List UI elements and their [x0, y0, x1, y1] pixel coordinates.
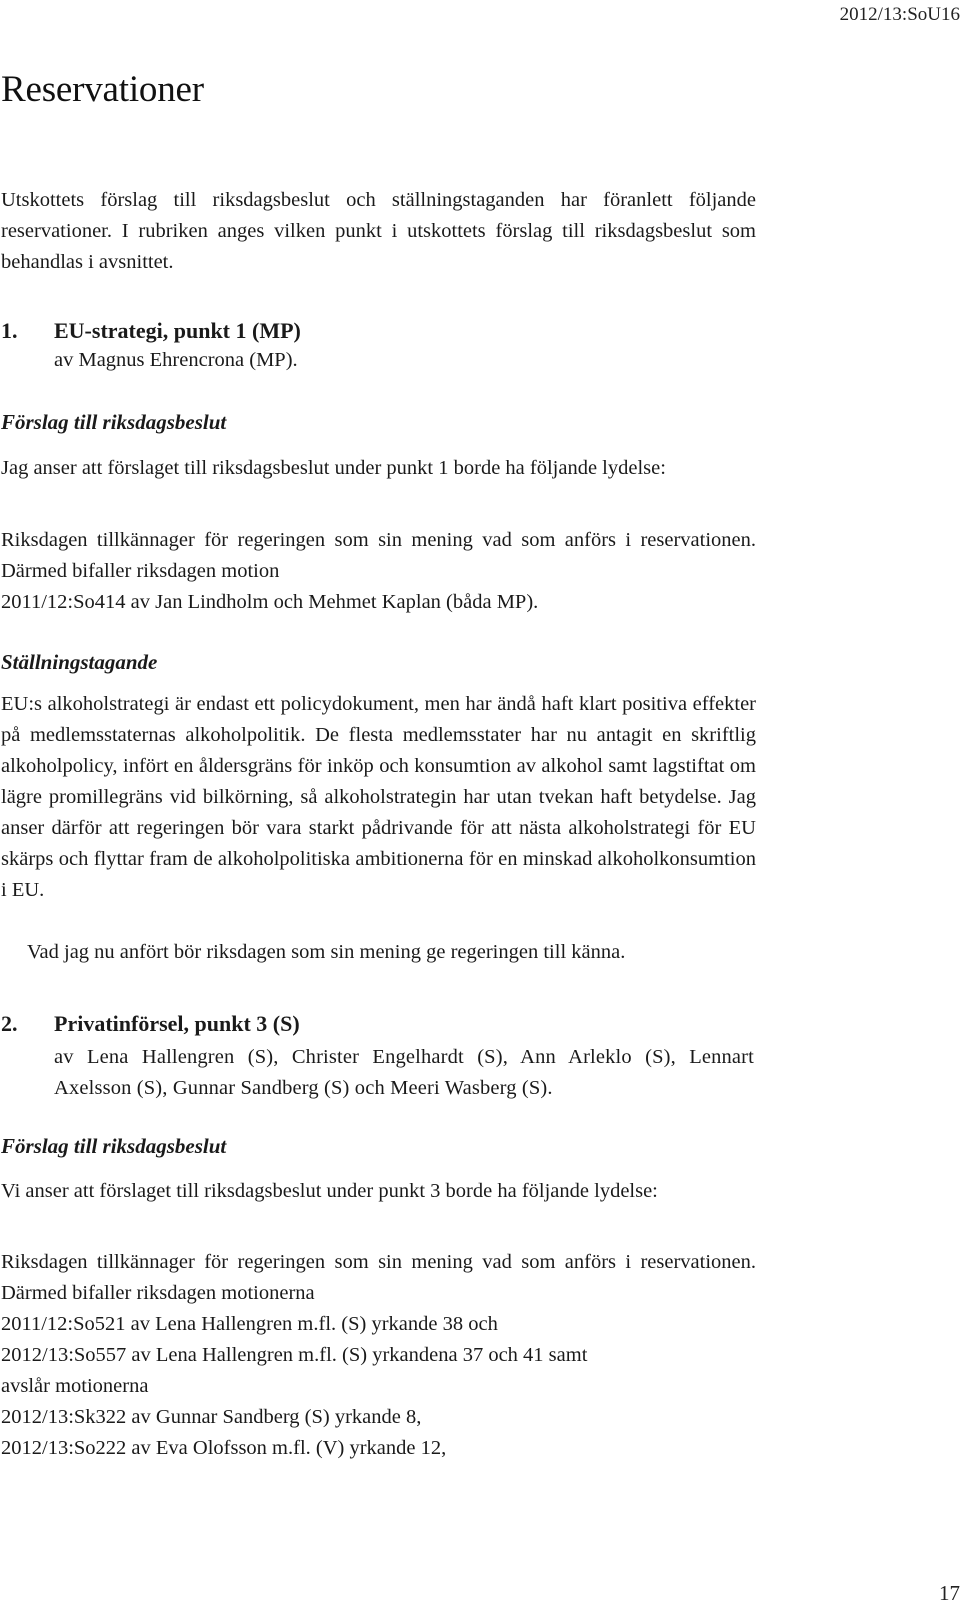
reservation-2-heading	[1, 1011, 761, 1104]
reservation-1-authors: av Magnus Ehrencrona (MP).	[54, 349, 298, 371]
reservation-2-proposal-line: 2011/12:So521 av Lena Hallengren m.fl. (S) yrkande 38 och	[1, 1313, 498, 1335]
reservation-1-number: 1.	[1, 318, 18, 343]
reservation-1-title: EU-strategi, punkt 1 (MP)	[54, 318, 301, 343]
intro-paragraph: Utskottets förslag till riksdagsbeslut och ställningstaganden har föranlett följande reservationer. I rubriken anges vilken punkt i utskottets förslag till riksdagsbeslut som behandlas i avsnittet.	[1, 189, 756, 273]
reservation-2-title: Privatinförsel, punkt 3 (S)	[54, 1011, 300, 1036]
reservation-1-heading	[1, 318, 761, 376]
document-header-id: 2012/13:SoU16	[839, 4, 960, 25]
reservation-1-proposal-heading: Förslag till riksdagsbeslut	[1, 410, 227, 434]
reservation-2-proposal-text	[1, 1247, 756, 1464]
reservation-2-number: 2.	[1, 1011, 18, 1036]
reservation-2-authors: av Lena Hallengren (S), Christer Engelhardt (S), Ann Arleklo (S), Lennart Axelsson (S), Gunnar Sandberg (S) och Meeri Wasberg (S).	[54, 1046, 754, 1099]
reservation-2-proposal-heading: Förslag till riksdagsbeslut	[1, 1134, 227, 1158]
reservation-2-proposal-line: Riksdagen tillkännager för regeringen som sin mening vad som anförs i reservationen. Därmed bifaller riksdagen motionerna	[1, 1251, 756, 1304]
reservation-1-proposal-line: 2011/12:So414 av Jan Lindholm och Mehmet Kaplan (båda MP).	[1, 591, 539, 613]
reservation-2-proposal-line: avslår motionerna	[1, 1375, 149, 1397]
reservation-1-proposal-line: Riksdagen tillkännager för regeringen som sin mening vad som anförs i reservationen. Därmed bifaller riksdagen motion	[1, 529, 756, 582]
page-number: 17	[939, 1581, 960, 1605]
reservation-1-position-text: EU:s alkoholstrategi är endast ett policydokument, men har ändå haft klart positiva effekter på medlemsstaternas alkoholpolitik. De flesta medlemsstater har nu antagit en skriftlig alkoholpolicy, infört en åldersgräns för inköp och konsumtion av alkohol samt lagstiftat om lägre promillegräns vid bilkörning, så alkoholstrategin har utan tvekan haft betydelse. Jag anser därför att regeringen bör vara starkt pådrivande för att nästa alkoholstrategi för EU skärps och flyttar fram de alkoholpolitiska ambitionerna för en minskad alkoholkonsumtion i EU.	[1, 693, 756, 901]
reservation-2-proposal-line: 2012/13:So557 av Lena Hallengren m.fl. (S) yrkandena 37 och 41 samt	[1, 1344, 588, 1366]
page-title: Reservationer	[1, 69, 204, 110]
reservation-1-proposal-intro: Jag anser att förslaget till riksdagsbeslut under punkt 1 borde ha följande lydelse:	[1, 457, 666, 479]
reservation-1-position-heading: Ställningstagande	[1, 650, 158, 674]
reservation-1-position-closing: Vad jag nu anfört bör riksdagen som sin mening ge regeringen till känna.	[27, 941, 626, 963]
reservation-1-proposal-text	[1, 525, 756, 618]
reservation-2-proposal-line: 2012/13:So222 av Eva Olofsson m.fl. (V) yrkande 12,	[1, 1437, 447, 1459]
reservation-2-proposal-intro: Vi anser att förslaget till riksdagsbeslut under punkt 3 borde ha följande lydelse:	[1, 1180, 658, 1202]
reservation-2-proposal-line: 2012/13:Sk322 av Gunnar Sandberg (S) yrkande 8,	[1, 1406, 422, 1428]
